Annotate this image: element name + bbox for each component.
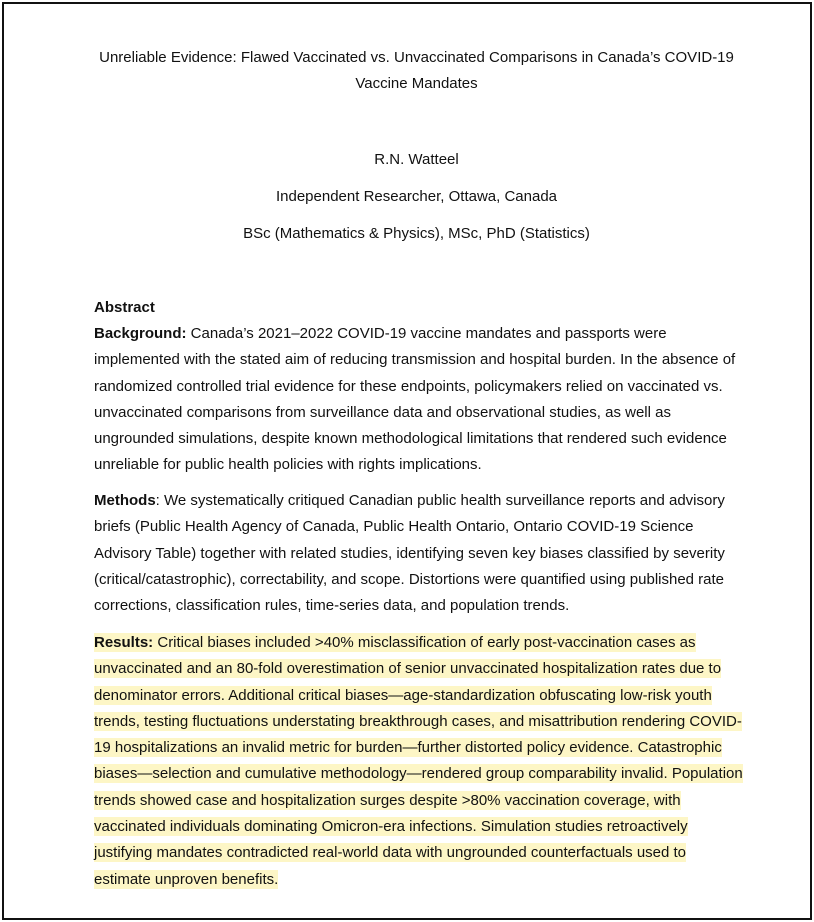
author-degrees: BSc (Mathematics & Physics), MSc, PhD (Statistics)	[243, 225, 590, 242]
document-page	[2, 2, 812, 920]
methods-label: Methods	[94, 492, 156, 509]
results-label: Results:	[94, 634, 154, 651]
results-text: Critical biases included >40% misclassification of early post-vaccination cases as unvaccinated and an 80-fold overestimation of senior unvaccinated hospitalization rates due to denominator errors. Additional critical biases—age-standardization obfuscating low-risk youth trends, testing fluctuations understating breakthrough cases, and misattribution rendering COVID-19 hospitalizations an invalid metric for burden—further distorted policy evidence. Catastrophic biases—selection and cumulative methodology—rendered group comparability invalid. Population trends showed case and hospitalization surges despite >80% vaccination coverage, with vaccinated individuals dominating Omicron-era infections. Simulation studies retroactively justifying mandates contradicted real-world data with ungrounded counterfactuals used to estimate unproven benefits.	[94, 634, 743, 888]
abstract-heading: Abstract	[94, 299, 155, 316]
background-text: Canada’s 2021–2022 COVID-19 vaccine mandates and passports were implemented with the stated aim of reducing transmission and hospital burden. In the absence of randomized controlled trial evidence for these endpoints, policymakers relied on vaccinated vs. unvaccinated comparisons from surveillance data and observational studies, as well as ungrounded simulations, despite known methodological limitations that rendered such evidence unreliable for public health policies with rights implications.	[94, 325, 736, 474]
abstract-background-paragraph	[94, 321, 746, 479]
author-name: R.N. Watteel	[374, 151, 459, 168]
author-affiliation: Independent Researcher, Ottawa, Canada	[275, 188, 558, 205]
results-highlight	[94, 633, 743, 889]
abstract-methods-paragraph	[94, 488, 746, 619]
abstract-results-paragraph	[94, 630, 746, 893]
methods-text: : We systematically critiqued Canadian public health surveillance reports and advisory briefs (Public Health Agency of Canada, Public Health Ontario, Ontario COVID-19 Science Advisory Table) together with related studies, identifying seven key biases classified by severity (critical/catastrophic), correctability, and scope. Distortions were quantified using published rate corrections, classification rules, time-series data, and population trends.	[94, 492, 725, 615]
background-label: Background:	[94, 325, 187, 342]
paper-title: Unreliable Evidence: Flawed Vaccinated vs. Unvaccinated Comparisons in Canada’s COVID-19 Vaccine Mandates	[99, 49, 734, 92]
